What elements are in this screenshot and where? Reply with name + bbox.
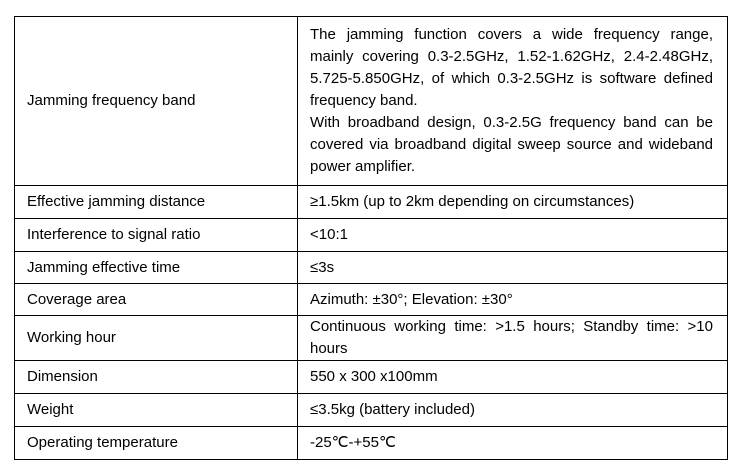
row-label: Jamming frequency band: [15, 17, 298, 186]
table-row: [15, 17, 728, 186]
row-value: -25℃-+55℃: [298, 427, 728, 460]
row-value: Azimuth: ±30°; Elevation: ±30°: [298, 284, 728, 316]
table-row: [15, 316, 728, 361]
table-row: [15, 219, 728, 252]
row-value: ≤3s: [298, 252, 728, 284]
row-value-paragraph: With broadband design, 0.3-2.5G frequency band can be covered via broadband digital sweep source and wideband power amplifier.: [310, 114, 713, 175]
row-label: Coverage area: [15, 284, 298, 316]
row-value-paragraph: The jamming function covers a wide frequency range, mainly covering 0.3-2.5GHz, 1.52-1.62GHz, 2.4-2.48GHz, 5.725-5.850GHz, of which 0.3-2.5GHz is software defined frequency band.: [310, 26, 713, 109]
row-label: Interference to signal ratio: [15, 219, 298, 252]
table-row: [15, 427, 728, 460]
row-value: ≥1.5km (up to 2km depending on circumstances): [298, 186, 728, 219]
row-label: Jamming effective time: [15, 252, 298, 284]
spec-table: [14, 16, 728, 460]
row-value: ≤3.5kg (battery included): [298, 394, 728, 427]
row-label: Weight: [15, 394, 298, 427]
table-row: [15, 186, 728, 219]
row-label: Dimension: [15, 361, 298, 394]
row-label: Effective jamming distance: [15, 186, 298, 219]
row-label: Working hour: [15, 316, 298, 361]
row-value: [298, 17, 728, 186]
table-row: [15, 284, 728, 316]
table-row: [15, 394, 728, 427]
row-value: Continuous working time: >1.5 hours; Standby time: >10 hours: [298, 316, 728, 361]
row-label: Operating temperature: [15, 427, 298, 460]
table-row: [15, 252, 728, 284]
table-row: [15, 361, 728, 394]
row-value: <10:1: [298, 219, 728, 252]
row-value: 550 x 300 x100mm: [298, 361, 728, 394]
